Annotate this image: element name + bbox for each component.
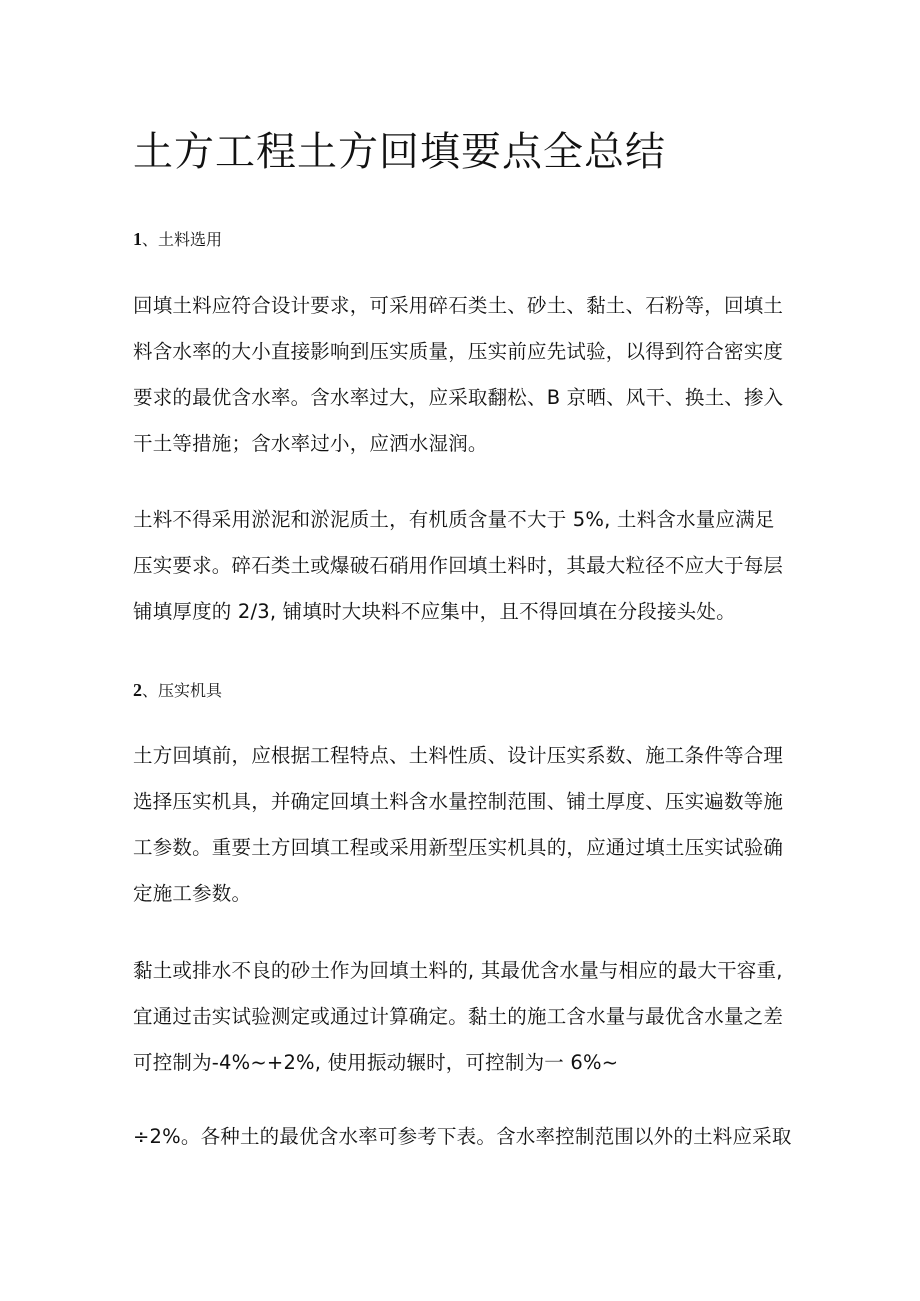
- paragraph: [133, 1114, 792, 1160]
- paragraph-line: 要求的最优含水率。含水率过大，应采取翻松、B 京晒、风干、换土、掺入: [133, 386, 784, 409]
- paragraph-line: 可控制为-4%~+2%, 使用振动辗时，可控制为一 6%~: [133, 1051, 619, 1074]
- paragraph-line: 压实要求。碎石类土或爆破石硝用作回填土料时，其最大粒径不应大于每层: [133, 554, 784, 577]
- paragraph: [133, 497, 783, 635]
- section-number: 2: [133, 680, 142, 700]
- page-title: 土方工程土方回填要点全总结: [133, 129, 666, 175]
- paragraph-line: 工参数。重要土方回填工程或采用新型压实机具的，应通过填土压实试验确: [133, 836, 784, 859]
- paragraph: [133, 948, 783, 1086]
- section-heading-text: 压实机具: [158, 681, 223, 700]
- paragraph-line: 料含水率的大小直接影响到压实质量，压实前应先试验，以得到符合密实度: [133, 340, 784, 363]
- paragraph-line: 宜通过击实试验测定或通过计算确定。黏土的施工含水量与最优含水量之差: [133, 1005, 784, 1028]
- section-heading-1: [133, 227, 222, 252]
- paragraph-line: 选择压实机具，并确定回填土料含水量控制范围、铺土厚度、压实遍数等施: [133, 790, 784, 813]
- paragraph: [133, 733, 783, 917]
- paragraph-line: 黏土或排水不良的砂土作为回填土料的, 其最优含水量与相应的最大干容重,: [133, 959, 783, 982]
- section-heading-2: [133, 678, 222, 703]
- section-separator: 、: [142, 230, 159, 249]
- paragraph-line: 定施工参数。: [133, 882, 252, 905]
- paragraph: [133, 283, 783, 467]
- paragraph-line: 铺填厚度的 2/3, 铺填时大块料不应集中，且不得回填在分段接头处。: [133, 600, 736, 623]
- section-heading-text: 土料选用: [158, 230, 223, 249]
- paragraph-line: ÷2%。各种土的最优含水率可参考下表。含水率控制范围以外的土料应采取: [133, 1125, 792, 1148]
- paragraph-line: 回填土料应符合设计要求，可采用碎石类土、砂土、黏土、石粉等，回填土: [133, 294, 784, 317]
- paragraph-line: 土料不得采用淤泥和淤泥质土，有机质含量不大于 5%, 土料含水量应满足: [133, 508, 775, 531]
- section-separator: 、: [142, 681, 159, 700]
- section-number: 1: [133, 229, 142, 249]
- paragraph-line: 干土等措施；含水率过小，应洒水湿润。: [133, 432, 488, 455]
- paragraph-line: 土方回填前，应根据工程特点、土料性质、设计压实系数、施工条件等合理: [133, 744, 784, 767]
